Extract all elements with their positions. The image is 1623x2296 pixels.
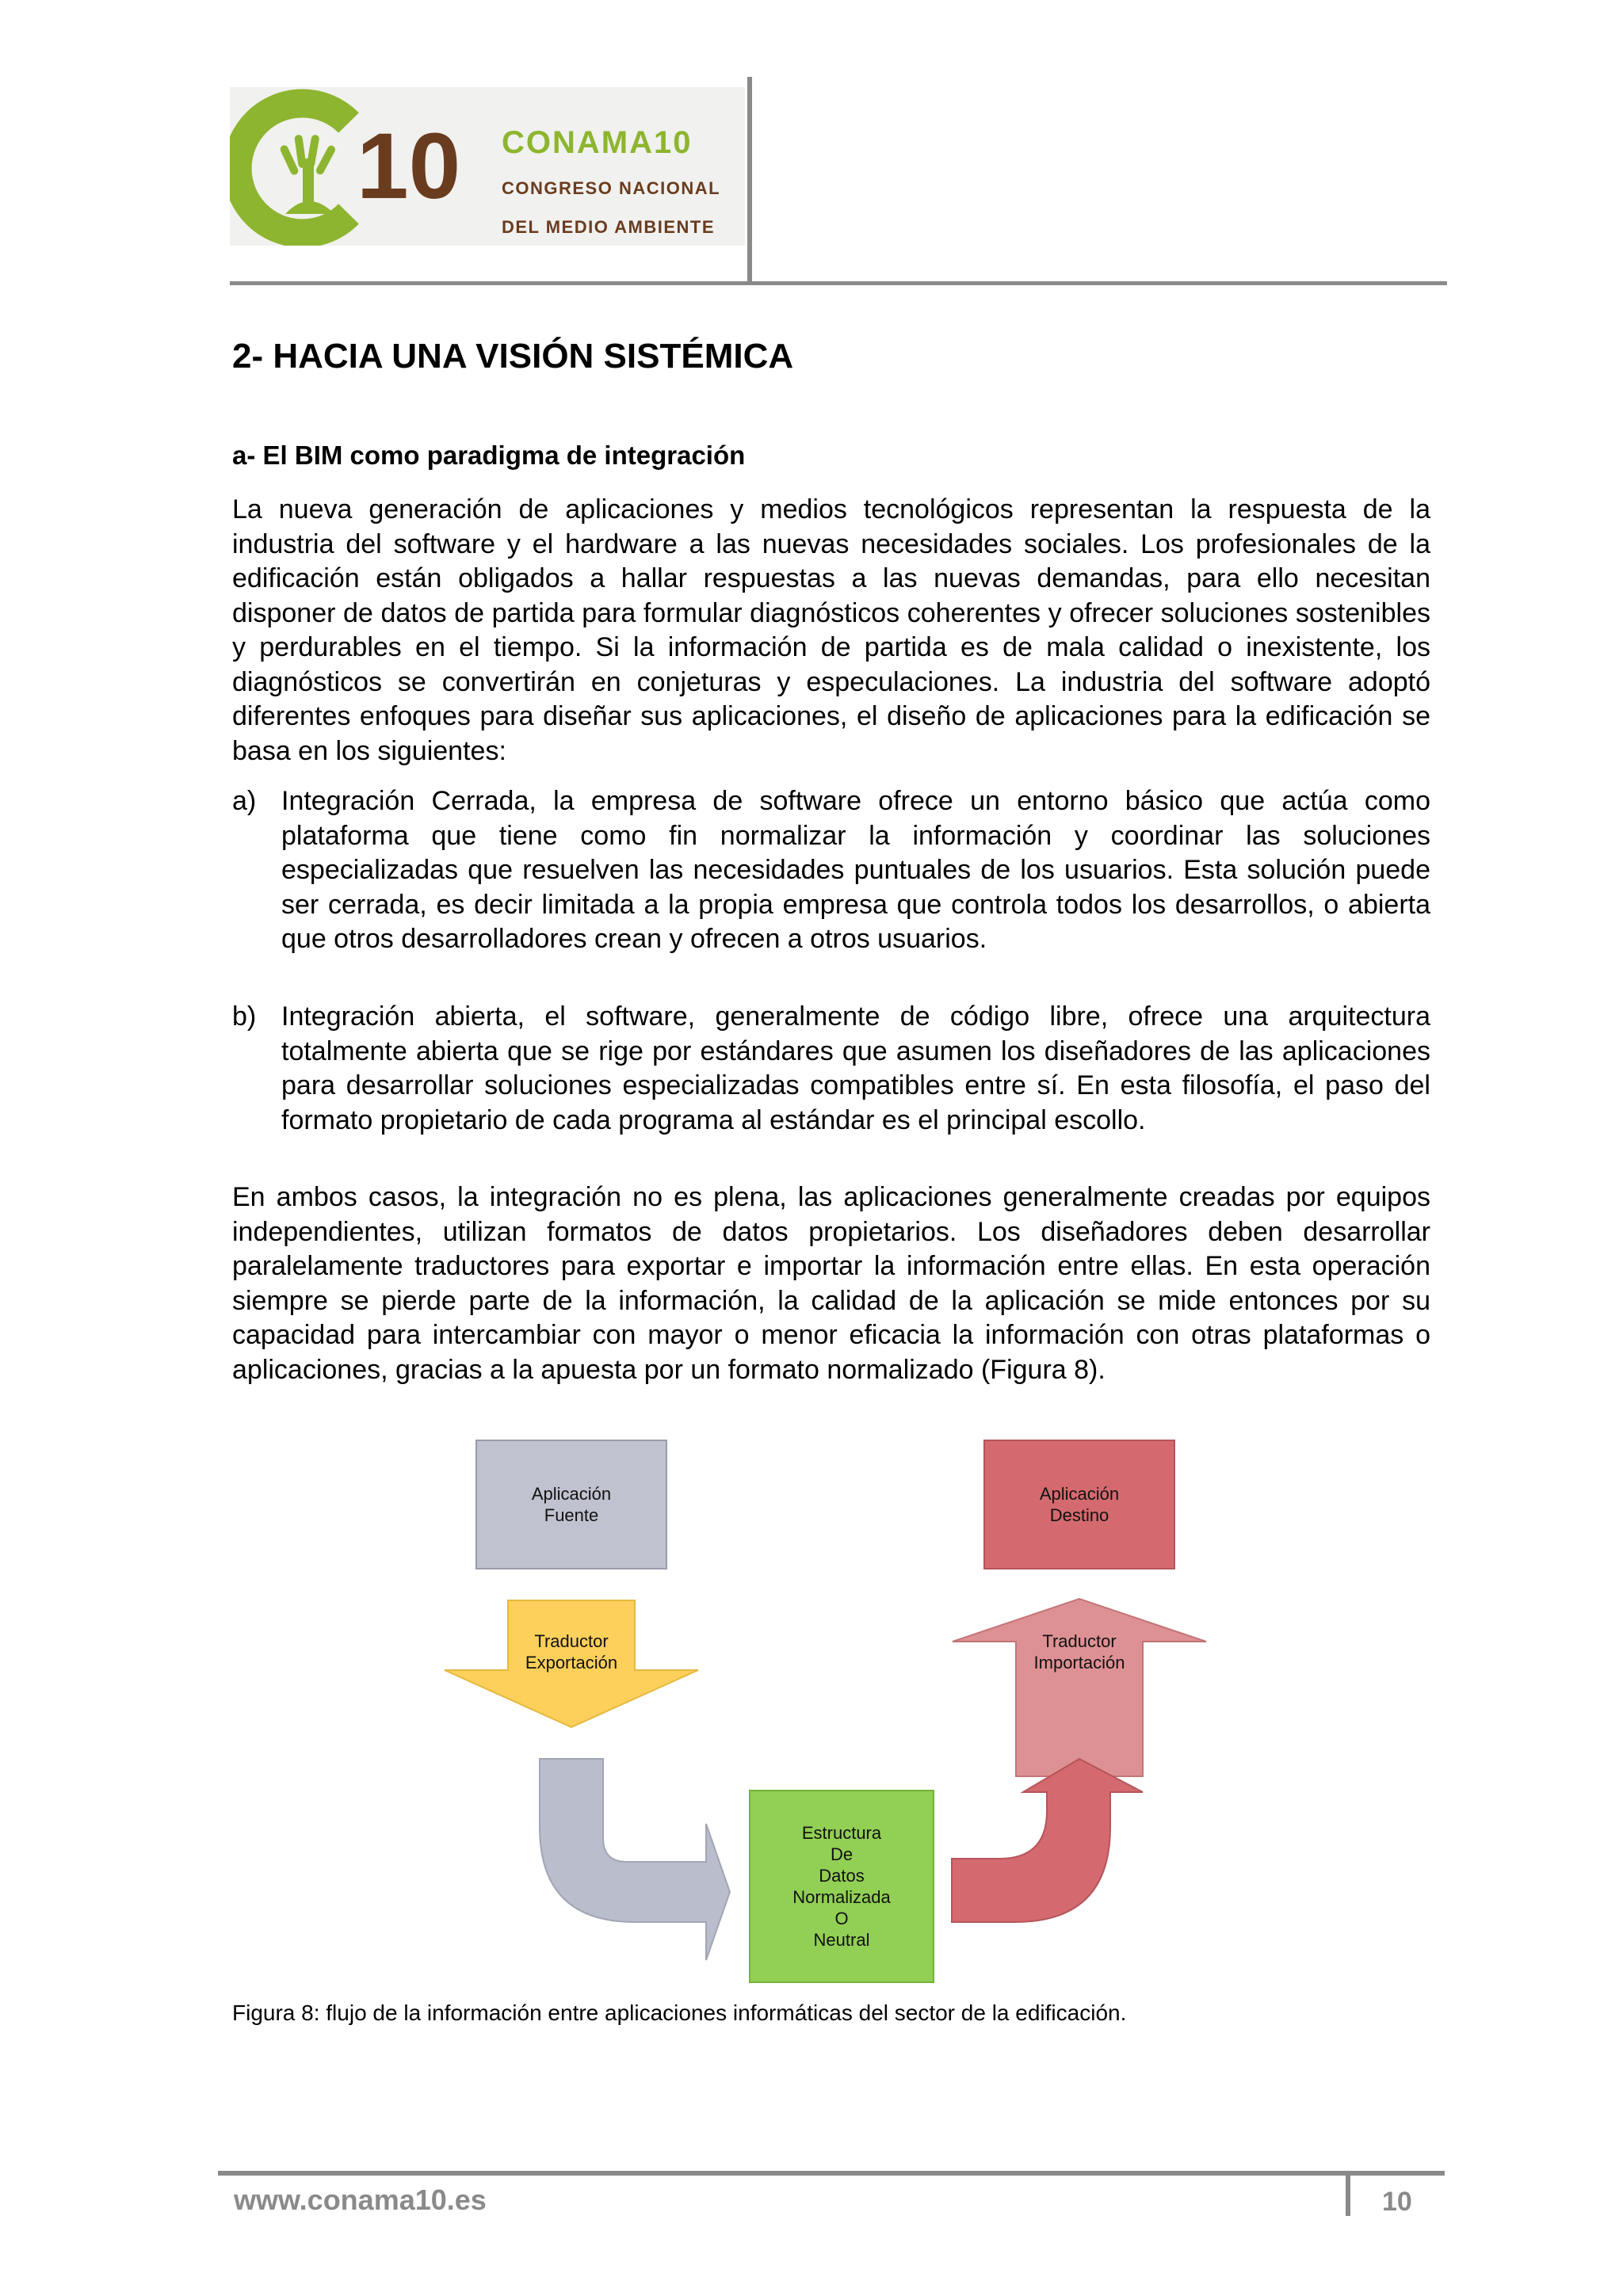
information-flow-diagram [436,1426,1228,1997]
export-translator-label: Traductor Exportación [525,1631,618,1672]
list-item-text: Integración abierta, el software, generalmente de código libre, ofrece una arquitectura totalmente abierta que se rige por estándares que asumen los diseñadores de las aplicaciones para desarrollar soluciones especializadas compatibles entre sí. En esta filosofía, el paso del formato propietario de cada programa al estándar es el principal escollo. [281,1001,1430,1135]
list-item [232,1000,1430,1138]
paragraph-intro: La nueva generación de aplicaciones y medios tecnológicos representan la respuesta de la industria del software y el hardware a las nuevas necesidades sociales. Los profesionales de la edificación están obligados a hallar respuestas a las nuevas demandas, para ello necesitan disponer de datos de partida para formular diagnósticos coherentes y ofrecer soluciones sostenibles y perdurables en el tiempo. Si la información de partida es de mala calidad o inexistente, los diagnósticos se convertirán en conjeturas y especulaciones. La industria del software adoptó diferentes enfoques para diseñar sus aplicaciones, el diseño de aplicaciones para la edificación se basa en los siguientes: [232,494,1430,766]
destination-app-label: Aplicación Destino [1039,1484,1120,1525]
integration-list-b [232,1000,1430,1138]
section-title: 2- HACIA UNA VISIÓN SISTÉMICA [232,337,794,376]
source-app-label: Aplicación Fuente [531,1484,612,1525]
svg-text:10: 10 [357,114,461,219]
figure-caption: Figura 8: flujo de la información entre aplicaciones informáticas del sector de la edificación. [232,2000,1127,2025]
list-item [232,784,1430,957]
import-arrow [953,1599,1206,1776]
footer-url[interactable]: www.conama10.es [234,2183,487,2216]
header-divider-horizontal [230,281,1447,285]
brand-line-2: DEL MEDIO AMBIENTE [502,217,716,237]
conama-logo [230,87,745,246]
conama-c10-logo-icon [230,87,491,246]
brand-line-1: CONGRESO NACIONAL [502,178,721,198]
page-number: 10 [1382,2187,1412,2217]
neutral-structure-label: Estructura De Datos Normalizada O Neutral [792,1823,891,1950]
list-marker: a) [232,786,257,816]
header-divider-vertical [747,77,752,284]
list-item-text: Integración Cerrada, la empresa de software ofrece un entorno básico que actúa como plataforma que tiene como fin normalizar la información y coordinar las soluciones especializadas que resuelven las necesidades puntuales de los usuarios. Esta solución puede ser cerrada, es decir limitada a la propia empresa que controla todos los desarrollos, o abierta que otros desarrolladores crean y ofrecen a otros usuarios. [281,786,1430,954]
curved-arrow-right [952,1759,1143,1922]
paragraph-conclusion: En ambos casos, la integración no es plena, las aplicaciones generalmente creadas por equipos independientes, utilizan formatos de datos propietarios. Los diseñadores deben desarrollar paralelamente traductores para exportar e importar la información entre ellas. En esta operación siempre se pierde parte de la información, la calidad de la aplicación se mide entonces por su capacidad para intercambiar con mayor o menor eficacia la información con otras plataformas o aplicaciones, gracias a la apuesta por un formato normalizado (Figura 8). [232,1182,1430,1385]
curved-arrow-left [540,1759,730,1960]
subsection-title: a- El BIM como paradigma de integración [232,441,746,470]
footer-divider-vertical [1346,2175,1350,2216]
integration-list-a [232,784,1430,957]
import-translator-label: Traductor Importación [1033,1631,1125,1672]
list-marker: b) [232,1001,257,1032]
brand-name: CONAMA10 [502,125,693,160]
footer-divider-horizontal [218,2171,1445,2176]
